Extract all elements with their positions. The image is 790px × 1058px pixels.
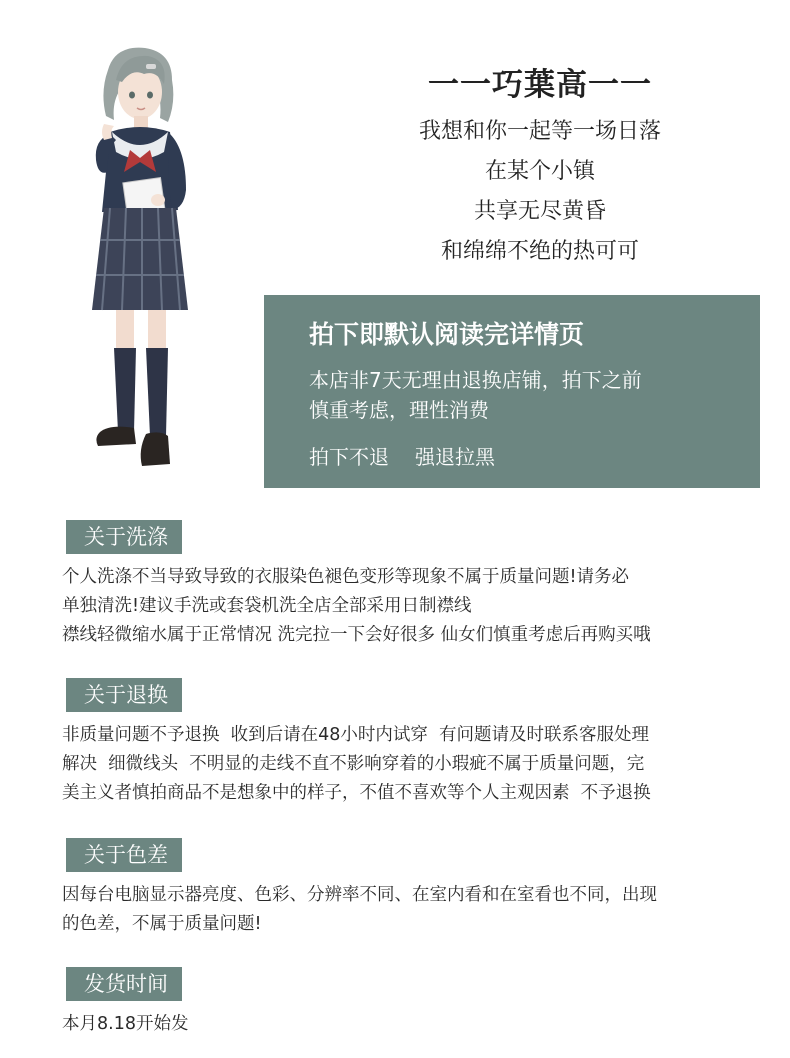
section-line: 单独清洗!建议手洗或套袋机洗全店全部采用日制襟线: [62, 596, 472, 616]
model-illustration: [60, 40, 260, 480]
section-line: 解决 细微线头 不明显的走线不直不影响穿着的小瑕疵不属于质量问题，完: [62, 754, 645, 774]
section-line: 襟线轻微缩水属于正常情况 洗完拉一下会好很多 仙女们慎重考虑后再购买哦: [62, 625, 651, 645]
section-line: 的色差，不属于质量问题!: [62, 914, 262, 934]
section-tag-color: 关于色差: [66, 838, 182, 872]
section-returns: [62, 678, 752, 808]
notice-body-line: 慎重考虑，理性消费: [309, 398, 489, 422]
section-body-color: [62, 881, 752, 939]
section-tag-shipping: 发货时间: [66, 967, 182, 1001]
section-body-returns: [62, 721, 752, 808]
section-color: [62, 838, 752, 939]
poem-line: 共享无尽黄昏: [473, 199, 606, 224]
notice-box: [264, 295, 760, 488]
poem-line: 我想和你一起等一场日落: [418, 119, 661, 144]
notice-title: 拍下即默认阅读完详情页: [309, 320, 585, 349]
poem-title: 一一巧葉高一一: [428, 67, 652, 103]
notice-body: [309, 365, 729, 425]
poem-block: [340, 60, 740, 272]
notice-body-line: 本店非7天无理由退换店铺，拍下之前: [309, 368, 642, 392]
poem-line: 和绵绵不绝的热可可: [440, 239, 639, 264]
section-washing: [62, 520, 752, 650]
section-line: 美主义者慎拍商品不是想象中的样子，不值不喜欢等个人主观因素 不予退换: [62, 783, 651, 803]
section-line: 因每台电脑显示器亮度、色彩、分辨率不同、在室内看和在室看也不同，出现: [62, 885, 657, 905]
section-body-shipping: [62, 1010, 752, 1039]
section-shipping: [62, 967, 752, 1039]
section-line: 个人洗涤不当导致导致的衣服染色褪色变形等现象不属于质量问题!请务必: [62, 567, 630, 587]
notice-warning: [309, 442, 760, 472]
section-tag-washing: 关于洗涤: [66, 520, 182, 554]
notice-blacklist: 强退拉黑: [415, 445, 495, 469]
section-tag-returns: 关于退换: [66, 678, 182, 712]
poem-line: 在某个小镇: [484, 159, 595, 184]
section-line: 非质量问题不予退换 收到后请在48小时内试穿 有问题请及时联系客服处理: [62, 725, 650, 745]
notice-no-return: 拍下不退: [309, 445, 389, 469]
section-body-washing: [62, 563, 752, 650]
section-line: 本月8.18开始发: [62, 1014, 189, 1034]
